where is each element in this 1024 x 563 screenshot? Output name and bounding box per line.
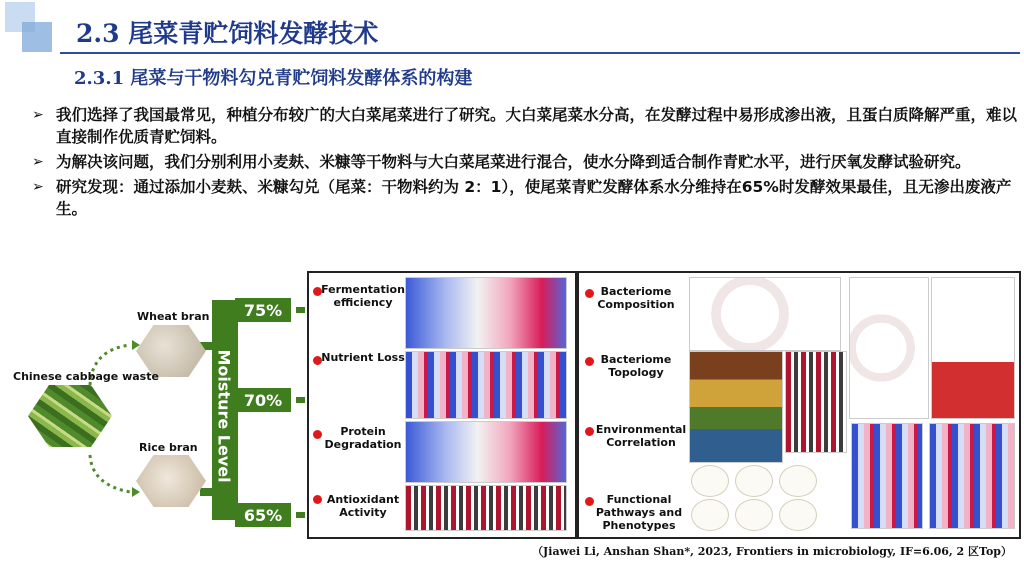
title-divider [60,52,1020,54]
env-bar-chart-thumb [931,277,1015,419]
page-title: 2.3 尾菜青贮饲料发酵技术 [76,19,379,48]
bullet-list [32,104,1022,223]
bullet-text: 为解决该问题，我们分别利用小麦麸、米糠等干物料与大白菜尾菜进行混合，使水分降到适合制作青贮水平，进行厌氧发酵试验研究。 [56,153,971,171]
function-circle-thumb [735,499,773,531]
fermentation-panel [307,271,577,539]
panel-category: Bacteriome Composition [597,285,675,311]
moisture-level-label: Moisture Level [214,349,234,483]
arrow-bullet-icon: ➢ [32,107,44,123]
decor-square-dark [22,22,52,52]
heatmap-thumb [405,351,567,419]
heatmap-thumb [405,421,567,483]
arrow-bullet-icon: ➢ [32,154,44,170]
microbiome-panel [577,271,1021,539]
function-circle-thumb [691,465,729,497]
moisture-65-badge: 65% [235,503,291,527]
bar-chart-thumb [785,351,847,453]
heatmap-thumb [929,423,1015,529]
function-circle-thumb [735,465,773,497]
stacked-bar-thumb [689,351,783,463]
wheat-bran-label: Wheat bran [137,310,210,323]
bullet-item [32,151,1022,173]
function-circle-thumb [779,499,817,531]
heatmap-thumb [405,277,567,349]
heatmap-thumb [851,423,923,529]
citation: （Jiawei Li, Anshan Shan*, 2023, Frontiers in microbiology, IF=6.06, 2 区Top） [532,545,1012,558]
panel-category: Fermentation efficiency [321,283,405,309]
bullet-text: 研究发现：通过添加小麦麸、米糠勾兑（尾菜：干物料约为 2：1），使尾菜青贮发酵体系水分维持在65%时发酵效果最佳，且无渗出废液产生。 [56,178,1012,218]
rice-bran-label: Rice bran [139,441,198,454]
panel-category: Protein Degradation [324,425,402,451]
bullet-item [32,104,1022,148]
bar-chart-thumb [405,485,567,531]
panel-category: Bacteriome Topology [600,353,672,379]
arrow-bullet-icon: ➢ [32,179,44,195]
cabbage-label: Chinese cabbage waste [13,370,159,383]
rda-thumb [849,277,929,419]
pcoa-thumb [689,277,841,351]
moisture-75-badge: 75% [235,298,291,322]
function-circle-thumb [779,465,817,497]
function-circle-thumb [691,499,729,531]
moisture-70-badge: 70% [235,388,291,412]
panel-category: Environmental Correlation [595,423,687,449]
bullet-text: 我们选择了我国最常见，种植分布较广的大白菜尾菜进行了研究。大白菜尾菜水分高，在发酵过程中易形成渗出液，且蛋白质降解严重，难以直接制作优质青贮饲料。 [56,106,1018,146]
panel-category: Functional Pathways and Phenotypes [595,493,683,532]
panel-category: Antioxidant Activity [326,493,400,519]
section-subtitle: 2.3.1 尾菜与干物料勾兑青贮饲料发酵体系的构建 [74,68,473,89]
panel-category: Nutrient Loss [321,351,405,364]
bullet-item [32,176,1022,220]
